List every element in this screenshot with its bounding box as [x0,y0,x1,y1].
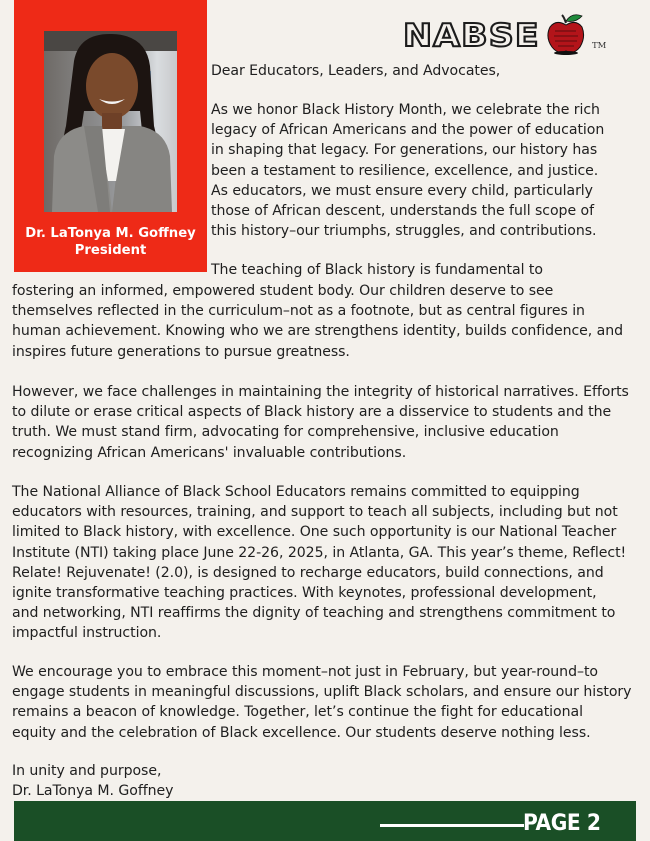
text-line: themselves reflected in the curriculum–not as a footnote, but as central figures in [12,303,585,320]
text-line: truth. We must stand firm, advocating for comprehensive, inclusive education [12,424,559,441]
text-line: As educators, we must ensure every child, particularly [211,182,593,199]
portrait-image [44,31,177,212]
text-line: Relate! Rejuvenate! (2.0), is designed to recharge educators, build connections, and [12,564,604,581]
page-footer [14,801,636,841]
text-line: human achievement. Knowing who we are strengthens identity, builds confidence, and [12,323,624,340]
profile-caption [14,225,207,259]
paragraph-5 [12,662,631,743]
text-line: and networking, NTI reaffirms the dignity of teaching and strengthens commitment to [12,605,616,622]
paragraph-2-start: The teaching of Black history is fundamental to [211,262,543,278]
profile-title: President [74,243,147,258]
text-line: remains a beacon of knowledge. Together, let’s continue the fight for educational [12,704,583,721]
profile-card [14,0,207,272]
paragraph-2 [12,281,623,362]
text-line: to dilute or erase critical aspects of Black history are a disservice to students and the [12,404,612,421]
text-line: been a testament to resilience, excellence, and justice. [211,162,599,179]
salutation: Dear Educators, Leaders, and Advocates, [211,63,501,79]
text-line: limited to Black history, with excellence. One such opportunity is our National Teacher [12,524,617,541]
apple-icon [546,11,586,55]
text-line: As we honor Black History Month, we celebrate the rich [211,102,600,118]
paragraph-4 [12,482,626,644]
signature: Dr. LaTonya M. Goffney [12,783,174,800]
text-line: However, we face challenges in maintaining the integrity of historical narratives. Efforts [12,384,629,400]
text-line: educators with resources, training, and support to teach all subjects, including but not [12,504,618,521]
portrait-photo [44,31,177,212]
nabse-logo [400,10,615,56]
profile-name: Dr. LaTonya M. Goffney [25,226,196,241]
text-line: Institute (NTI) taking place June 22-26, 2025, in Atlanta, GA. This year’s theme, Reflect! [12,544,627,561]
paragraph-1 [211,100,604,241]
logo-wordmark: NABSE [403,18,540,54]
footer-rule [380,824,524,827]
text-line: in shaping that legacy. For generations, our history has [211,142,598,159]
closing: In unity and purpose, [12,763,162,779]
text-line: We encourage you to embrace this moment–not just in February, but year-round–to [12,664,599,680]
closing-block [12,761,173,801]
text-line: fostering an informed, empowered student body. Our children deserve to see [12,283,554,299]
paragraph-3 [12,382,629,463]
text-line: those of African descent, understands the full scope of [211,202,594,219]
text-line: engage students in meaningful discussions, uplift Black scholars, and ensure our history [12,684,632,701]
trademark-symbol: TM [592,41,607,51]
text-line: this history–our triumphs, struggles, and contributions. [211,223,597,240]
text-line: The National Alliance of Black School Educators remains committed to equipping [12,484,580,500]
text-line: recognizing African Americans' invaluable contributions. [12,444,407,461]
text-line: ignite transformative teaching practices. With keynotes, professional development, [12,584,597,601]
text-line: equity and the celebration of Black excellence. Our students deserve nothing less. [12,724,591,741]
text-line: inspires future generations to pursue greatness. [12,343,350,360]
page-number: PAGE 2 [523,811,601,836]
text-line: legacy of African Americans and the power of education [211,122,605,139]
text-line: impactful instruction. [12,625,162,642]
